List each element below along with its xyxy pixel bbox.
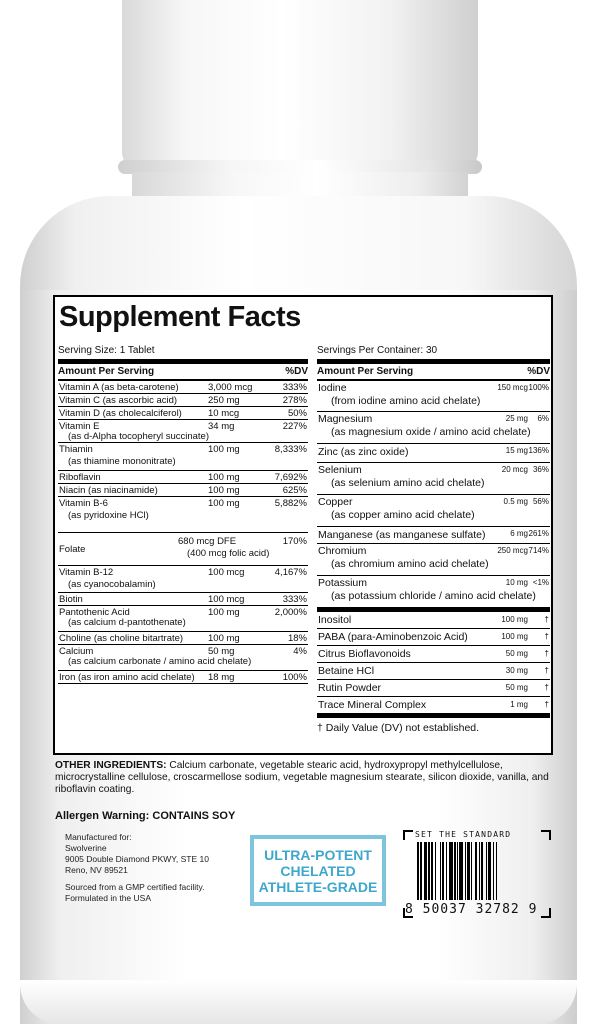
left-row-name: Folate	[59, 543, 86, 555]
right-row-name: Chromium	[318, 545, 367, 557]
other-ingredients-label: OTHER INGREDIENTS:	[55, 760, 167, 771]
left-row-dv: 333%	[282, 594, 307, 605]
right-row-amount: 25 mg	[505, 414, 528, 423]
left-row	[58, 671, 308, 684]
left-row	[58, 645, 308, 671]
right-row-sub: (from iodine amino acid chelate)	[331, 395, 481, 407]
right-row-name: Selenium	[318, 464, 362, 476]
left-row	[58, 497, 308, 533]
manufacturer-address1: 9005 Double Diamond PKWY, STE 10	[65, 854, 209, 864]
left-row-sub: (as thiamine mononitrate)	[68, 456, 176, 467]
right-row-sub: (as potassium chloride / amino acid chelate)	[331, 590, 536, 602]
right-row-extra-amount: 100 mg	[501, 632, 528, 641]
right-row	[317, 544, 550, 576]
other-ingredients-text: Calcium carbonate, vegetable stearic acid, hydroxypropyl methylcellulose, microcrystalline cellulose, croscarmellose sodium, vegetable magnesium stearate, silicon dioxide, vanilla, and riboflavin coating.	[55, 760, 549, 795]
supplement-facts-panel	[53, 295, 553, 755]
right-row-amount: 15 mg	[505, 446, 528, 455]
left-row-name: Vitamin B-12	[59, 567, 114, 578]
barcode-bars	[417, 842, 547, 900]
left-row-sub: (as calcium carbonate / amino acid chelate)	[68, 656, 252, 667]
left-row	[58, 381, 308, 394]
right-row-extra	[317, 612, 550, 629]
right-header-dv: %DV	[527, 366, 550, 377]
left-rows	[58, 381, 308, 684]
badge-line3: ATHLETE-GRADE	[258, 879, 378, 895]
right-row-name: Magnesium	[318, 413, 373, 425]
left-row-sub: (as d-Alpha tocopheryl succinate)	[68, 431, 209, 442]
right-row-extra-name: Rutin Powder	[318, 682, 382, 694]
manufacturer-note1: Sourced from a GMP certified facility.	[65, 882, 205, 892]
left-row-amount: 10 mcg	[208, 408, 240, 419]
left-row-name: Riboflavin	[59, 472, 101, 483]
left-row-amount: 100 mg	[208, 607, 240, 618]
right-column	[317, 359, 550, 734]
left-row-dv: 625%	[282, 485, 307, 496]
right-rows-2	[317, 612, 550, 714]
barcode-corner-tl	[403, 830, 413, 840]
left-row-amount: 250 mg	[208, 395, 240, 406]
left-row-amount: 18 mg	[208, 672, 235, 683]
barcode-number: 8 50037 32782 9	[405, 902, 538, 917]
left-row-dv: 5,882%	[274, 498, 307, 509]
left-row	[58, 593, 308, 606]
left-header	[58, 364, 308, 381]
left-row-name: Iron (as iron amino acid chelate)	[59, 672, 195, 683]
left-row-dv: 278%	[282, 395, 307, 406]
right-row-extra	[317, 697, 550, 714]
right-row-name: Copper	[318, 496, 353, 508]
left-row-name: Vitamin E	[59, 421, 100, 432]
right-row	[317, 444, 550, 463]
right-row-extra-amount: 1 mg	[510, 700, 528, 709]
right-row-dv: 261%	[528, 529, 549, 538]
left-row	[58, 394, 308, 407]
left-row-name: Calcium	[59, 646, 94, 657]
left-row-amount: 100 mg	[208, 472, 240, 483]
left-row-dv: 4%	[293, 646, 307, 657]
right-row-dv: 36%	[532, 465, 549, 474]
footnote: † Daily Value (DV) not established.	[317, 722, 480, 734]
right-row-amount: 6 mg	[510, 529, 528, 538]
manufacturer-address2: Reno, NV 89521	[65, 865, 128, 875]
right-row-dv: 714%	[528, 546, 549, 555]
left-row-amount: 100 mcg	[208, 567, 245, 578]
left-row-sub: (as cyanocobalamin)	[68, 579, 156, 590]
left-row-amount: 100 mg	[208, 485, 240, 496]
right-row-extra-dv: †	[544, 632, 549, 641]
left-row	[58, 533, 308, 566]
right-row-extra	[317, 646, 550, 663]
left-row	[58, 407, 308, 420]
right-row-name: Zinc (as zinc oxide)	[318, 446, 409, 458]
right-row-name: Iodine	[318, 382, 347, 394]
left-row-amount: 100 mcg	[208, 594, 245, 605]
left-row-amount: 34 mg	[208, 421, 235, 432]
bottle-bottom	[20, 980, 577, 1024]
right-row-amount: 10 mg	[505, 578, 528, 587]
left-header-name: Amount Per Serving	[58, 366, 155, 377]
right-row-sub: (as selenium amino acid chelate)	[331, 477, 485, 489]
right-row-amount: 20 mcg	[501, 465, 528, 474]
right-row-name: Manganese (as manganese sulfate)	[318, 529, 486, 541]
manufacturer-label: Manufactured for:	[65, 832, 132, 842]
right-row	[317, 527, 550, 544]
left-row-amount: 50 mg	[208, 646, 235, 657]
right-row-extra-amount: 100 mg	[501, 615, 528, 624]
badge-line1: ULTRA-POTENT	[264, 847, 372, 863]
right-row-extra	[317, 629, 550, 646]
left-row-name: Vitamin C (as ascorbic acid)	[59, 395, 178, 406]
left-row-dv: 333%	[282, 382, 307, 393]
left-row-amount: 680 mcg DFE	[178, 536, 237, 547]
right-row-extra-dv: †	[544, 615, 549, 624]
right-header-name: Amount Per Serving	[317, 366, 414, 377]
left-row	[58, 484, 308, 497]
left-row	[58, 420, 308, 443]
left-row-name: Biotin	[59, 594, 83, 605]
right-row-dv: 6%	[537, 414, 549, 423]
right-row-extra-name: Inositol	[318, 614, 352, 626]
left-row	[58, 443, 308, 471]
barcode-corner-br	[541, 908, 551, 918]
left-row-name: Pantothenic Acid	[59, 607, 130, 618]
left-row-sub: (as calcium d-pantothenate)	[68, 617, 186, 628]
right-row-extra-dv: †	[544, 700, 549, 709]
right-header	[317, 364, 550, 381]
left-row-dv: 8,333%	[274, 444, 307, 455]
left-row-amount: 100 mg	[208, 444, 240, 455]
serving-size: Serving Size: 1 Tablet	[58, 345, 155, 356]
right-row-extra-dv: †	[544, 683, 549, 692]
left-row-dv: 170%	[282, 536, 307, 547]
right-row-extra-amount: 50 mg	[505, 683, 528, 692]
allergen-warning: Allergen Warning: CONTAINS SOY	[55, 810, 236, 822]
right-row	[317, 576, 550, 608]
right-row-dv: 100%	[528, 383, 549, 392]
right-row-dv: 56%	[532, 497, 549, 506]
right-row	[317, 381, 550, 412]
right-row-extra	[317, 663, 550, 680]
left-row-name: Vitamin D (as cholecalciferol)	[59, 408, 182, 419]
left-row-amount-sub: (400 mcg folic acid)	[187, 548, 270, 559]
right-row-amount: 0.5 mg	[503, 497, 528, 506]
ultra-potent-badge	[250, 835, 386, 906]
right-row-amount: 150 mcg	[497, 383, 528, 392]
right-row-extra-name: Trace Mineral Complex	[318, 699, 427, 711]
right-row-dv: <1%	[532, 578, 549, 587]
left-row-dv: 100%	[282, 672, 307, 683]
right-row-name: Potassium	[318, 577, 368, 589]
left-row-name: Vitamin B-6	[59, 498, 108, 509]
left-row	[58, 632, 308, 645]
left-column	[58, 359, 308, 684]
left-row-dv: 4,167%	[274, 567, 307, 578]
left-row	[58, 606, 308, 632]
left-row-amount: 100 mg	[208, 633, 240, 644]
left-row	[58, 566, 308, 593]
right-row-extra-name: Citrus Bioflavonoids	[318, 648, 411, 660]
left-row-amount: 3,000 mcg	[208, 382, 253, 393]
servings-per-container: Servings Per Container: 30	[317, 345, 438, 356]
barcode-label: SET THE STANDARD	[415, 830, 512, 839]
right-row-sub: (as magnesium oxide / amino acid chelate)	[331, 426, 531, 438]
manufacturer-info	[65, 832, 209, 904]
right-rows	[317, 381, 550, 608]
other-ingredients	[55, 760, 555, 796]
left-row-dv: 18%	[287, 633, 307, 644]
right-row-extra-dv: †	[544, 666, 549, 675]
bottle-cap	[122, 0, 478, 170]
left-row-dv: 7,692%	[274, 472, 307, 483]
left-row-dv: 2,000%	[274, 607, 307, 618]
right-row-extra-name: PABA (para-Aminobenzoic Acid)	[318, 631, 468, 643]
left-row-dv: 50%	[287, 408, 307, 419]
left-row-amount: 100 mg	[208, 498, 240, 509]
right-row-sub: (as copper amino acid chelate)	[331, 509, 475, 521]
right-row-extra-name: Betaine HCl	[318, 665, 375, 677]
right-row-sub: (as chromium amino acid chelate)	[331, 558, 489, 570]
right-row	[317, 412, 550, 444]
barcode-space	[497, 842, 499, 900]
manufacturer-note2: Formulated in the USA	[65, 893, 151, 903]
left-row-sub: (as pyridoxine HCl)	[68, 510, 149, 521]
right-row	[317, 495, 550, 527]
barcode	[401, 828, 553, 920]
left-row-name: Choline (as choline bitartrate)	[59, 633, 184, 644]
left-row-name: Niacin (as niacinamide)	[59, 485, 158, 496]
right-row-extra-amount: 30 mg	[505, 666, 528, 675]
left-row-name: Thiamin	[59, 444, 93, 455]
left-row	[58, 471, 308, 484]
right-row-dv: 136%	[528, 446, 549, 455]
left-header-dv: %DV	[285, 366, 308, 377]
right-row-amount: 250 mcg	[497, 546, 528, 555]
left-row-name: Vitamin A (as beta-carotene)	[59, 382, 179, 393]
left-row-dv: 227%	[282, 421, 307, 432]
manufacturer-name: Swolverine	[65, 843, 107, 853]
right-row-extra-dv: †	[544, 649, 549, 658]
right-row-extra	[317, 680, 550, 697]
right-row	[317, 463, 550, 495]
right-row-extra-amount: 50 mg	[505, 649, 528, 658]
badge-line2: CHELATED	[280, 863, 356, 879]
facts-title: Supplement Facts	[59, 301, 301, 333]
